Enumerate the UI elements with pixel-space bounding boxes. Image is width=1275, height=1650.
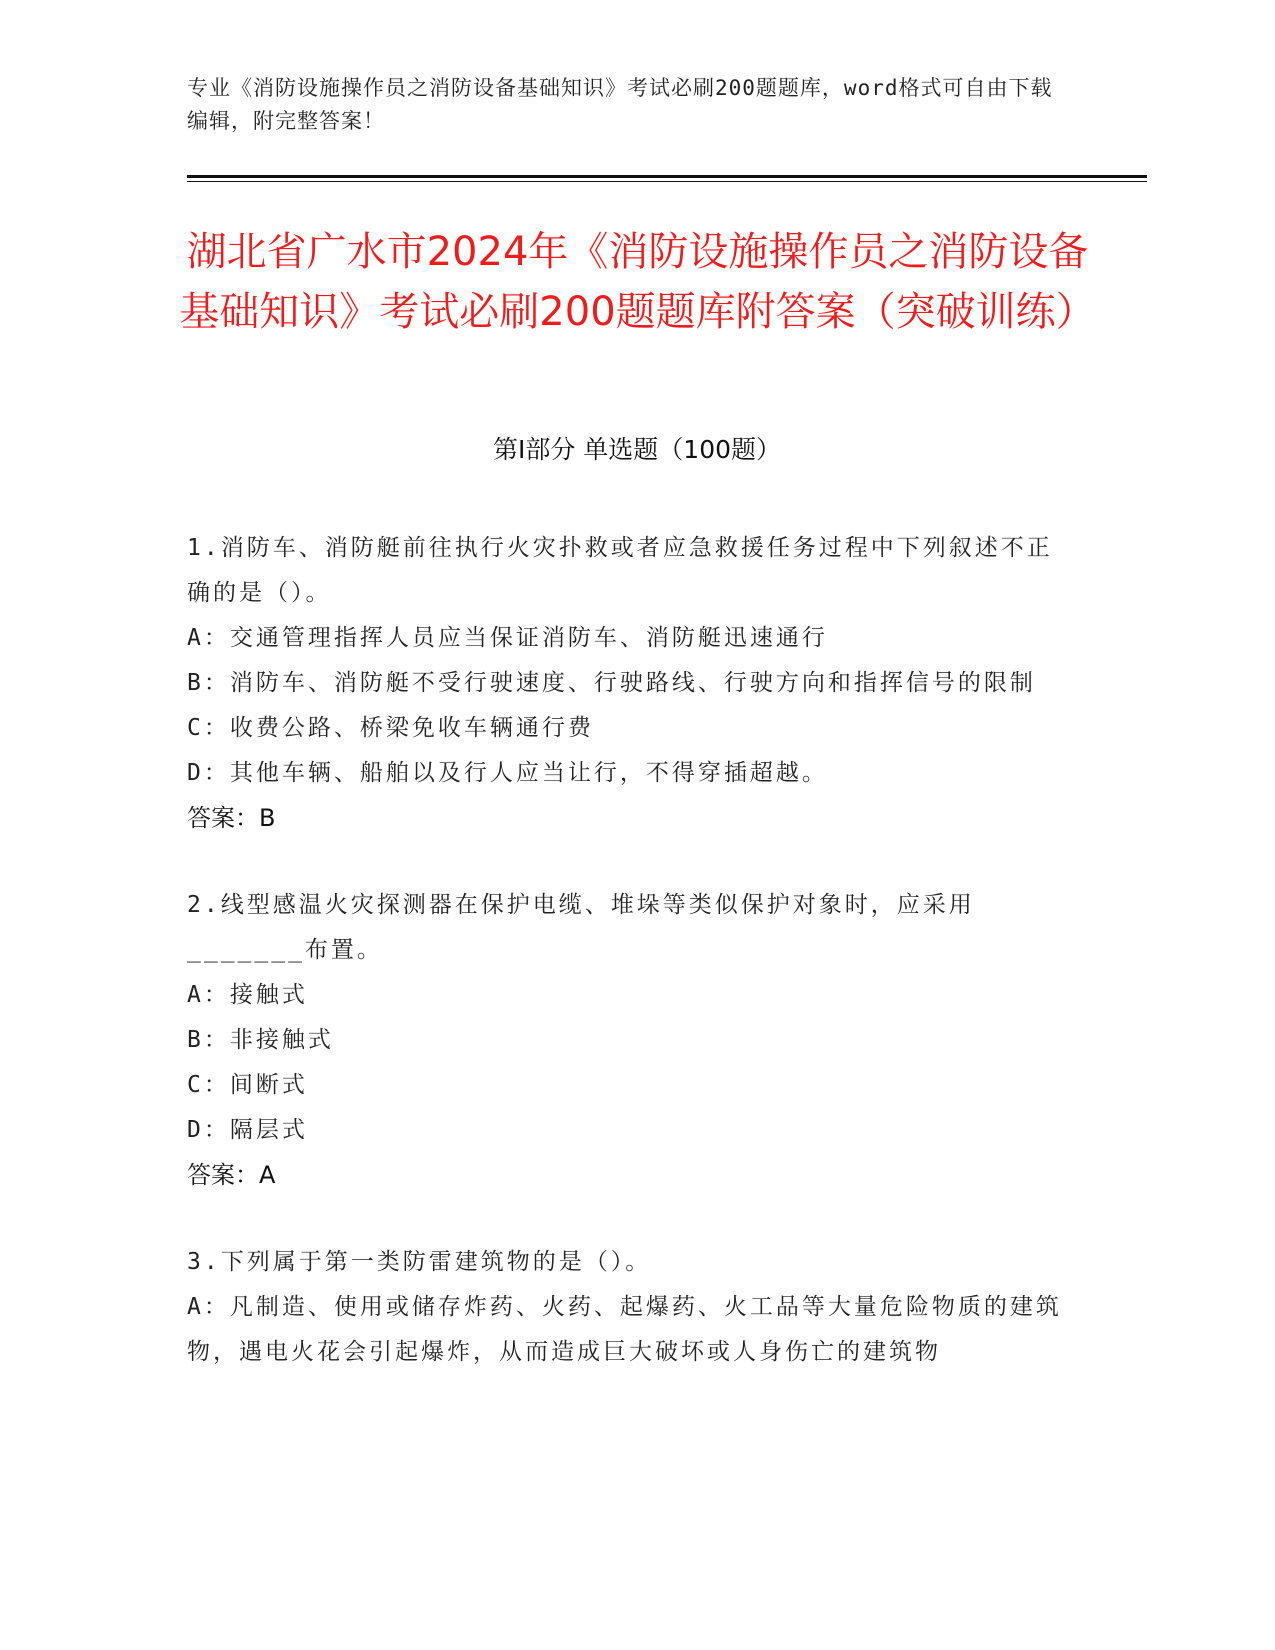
section-heading: 第Ⅰ部分 单选题（100题） xyxy=(492,435,782,464)
document-title: 湖北省广水市2024年《消防设施操作员之消防设备基础知识》考试必刷200题题库附答案（突破训练） xyxy=(179,229,1096,335)
header-divider-thin xyxy=(187,181,1147,182)
option-a: A：接触式 xyxy=(187,982,308,1008)
answer: 答案：A xyxy=(187,1161,276,1189)
header-note: 专业《消防设施操作员之消防设备基础知识》考试必刷200题题库，word格式可自由下载编辑，附完整答案！ xyxy=(187,76,1053,133)
option-b: B：非接触式 xyxy=(187,1027,334,1053)
question-text: 3.下列属于第一类防雷建筑物的是（）。 xyxy=(187,1249,652,1275)
question-2 xyxy=(187,883,1067,1198)
option-d: D：其他车辆、船舶以及行人应当让行，不得穿插超越。 xyxy=(187,760,828,786)
option-c: C：收费公路、桥梁免收车辆通行费 xyxy=(187,715,594,741)
option-c: C：间断式 xyxy=(187,1072,308,1098)
option-d: D：隔层式 xyxy=(187,1117,308,1143)
option-a: A：交通管理指挥人员应当保证消防车、消防艇迅速通行 xyxy=(187,625,828,651)
option-a: A：凡制造、使用或储存炸药、火药、起爆药、火工品等大量危险物质的建筑物，遇电火花会引起爆炸，从而造成巨大破坏或人身伤亡的建筑物 xyxy=(187,1294,1062,1365)
option-b: B：消防车、消防艇不受行驶速度、行驶路线、行驶方向和指挥信号的限制 xyxy=(187,670,1036,696)
question-1 xyxy=(187,526,1067,841)
header-divider-thick xyxy=(187,175,1147,178)
answer: 答案：B xyxy=(187,804,276,832)
question-text: 1.消防车、消防艇前往执行火灾扑救或者应急救援任务过程中下列叙述不正确的是（）。 xyxy=(187,535,1053,606)
question-list xyxy=(187,526,1067,1417)
question-text: 2.线型感温火灾探测器在保护电缆、堆垛等类似保护对象时，应采用_______布置。 xyxy=(187,892,975,963)
question-3 xyxy=(187,1240,1067,1375)
